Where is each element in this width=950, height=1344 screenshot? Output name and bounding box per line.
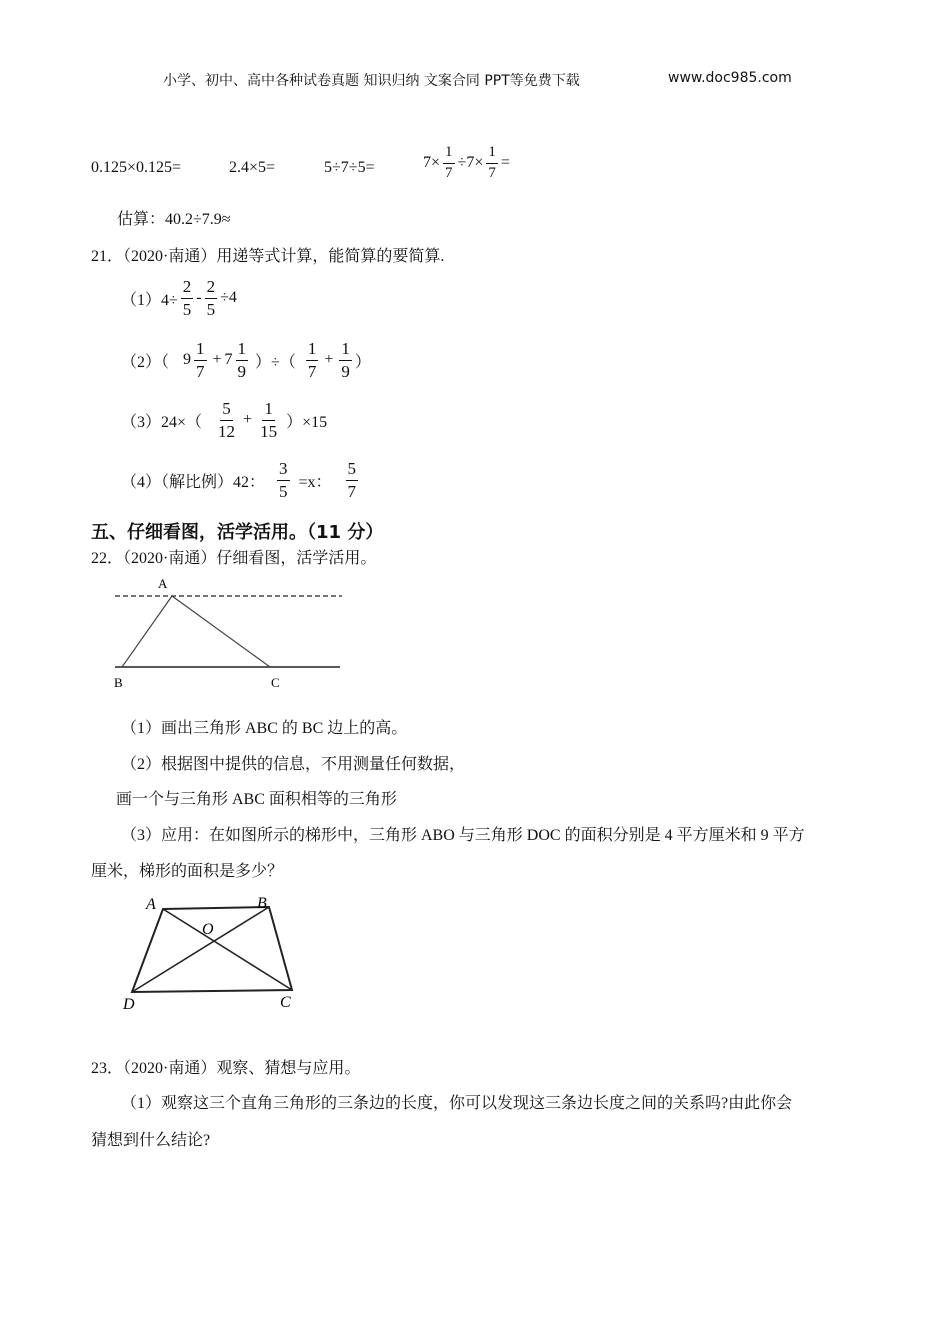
label-a: A bbox=[146, 896, 156, 913]
q21-p4-mid: =x： bbox=[298, 473, 332, 491]
mixed-number bbox=[225, 340, 252, 381]
fraction bbox=[181, 278, 194, 319]
q21-p3-label: （3）24×（ bbox=[121, 413, 203, 431]
mixed-number bbox=[183, 340, 210, 381]
numerator: 2 bbox=[181, 278, 194, 299]
calc-item-2: 2.4×5= bbox=[229, 159, 276, 176]
triangle-side-ac bbox=[172, 596, 270, 667]
numerator: 1 bbox=[194, 340, 207, 361]
denominator: 7 bbox=[488, 164, 496, 181]
header-site-text: 小学、初中、高中各种试卷真题 知识归纳 文案合同 PPT等免费下载 bbox=[163, 73, 580, 89]
numerator: 1 bbox=[262, 400, 275, 421]
numerator: 1 bbox=[443, 145, 455, 164]
q21-part-2 bbox=[121, 340, 371, 381]
fraction bbox=[346, 460, 359, 501]
q22-sub-2b: 画一个与三角形 ABC 面积相等的三角形 bbox=[116, 791, 397, 808]
fraction bbox=[486, 145, 498, 182]
q23-title: 23．（2020·南通）观察、猜想与应用。 bbox=[91, 1060, 361, 1077]
q23-sub-1b: 猜想到什么结论? bbox=[91, 1132, 211, 1149]
q22-sub-3b: 厘米，梯形的面积是多少？ bbox=[91, 863, 284, 880]
q21-p1-tail: ÷4 bbox=[220, 289, 237, 307]
q21-p4-label: （4）（解比例）42： bbox=[121, 473, 266, 491]
label-a: A bbox=[158, 576, 168, 591]
denominator: 5 bbox=[279, 481, 288, 501]
numerator: 1 bbox=[486, 145, 498, 164]
section-5-heading: 五、仔细看图，活学活用。（11 分） bbox=[91, 522, 384, 543]
trapezoid-figure bbox=[115, 890, 305, 1015]
q22-title: 22．（2020·南通）仔细看图，活学活用。 bbox=[91, 550, 377, 567]
q21-part-1 bbox=[121, 278, 237, 319]
q23-sub-1a: （1）观察这三个直角三角形的三条边的长度，你可以发现这三条边长度之间的关系吗?由此你会 bbox=[121, 1095, 793, 1112]
fraction bbox=[306, 340, 319, 381]
calc-item-4-a: 7× bbox=[423, 154, 441, 172]
q21-part-4 bbox=[121, 460, 361, 501]
numerator: 1 bbox=[339, 340, 352, 361]
q21-p2-label: （2）（ bbox=[121, 353, 170, 371]
q21-p3-tail: ）×15 bbox=[286, 413, 328, 431]
label-c: C bbox=[280, 994, 291, 1011]
numerator: 1 bbox=[306, 340, 319, 361]
numerator: 1 bbox=[236, 340, 249, 361]
fraction bbox=[258, 400, 279, 441]
calc-item-4-b: ÷7× bbox=[457, 154, 484, 172]
label-c: C bbox=[271, 675, 280, 690]
denominator: 5 bbox=[182, 299, 192, 319]
q21-title: 21．（2020·南通）用递等式计算，能简算的要简算. bbox=[91, 248, 445, 265]
numerator: 3 bbox=[277, 460, 290, 481]
header-url[interactable]: www.doc985.com bbox=[668, 70, 792, 86]
q22-sub-1: （1）画出三角形 ABC 的 BC 边上的高。 bbox=[121, 720, 408, 737]
q21-p2-mid: ）÷（ bbox=[255, 353, 296, 371]
label-b: B bbox=[257, 895, 267, 912]
fraction bbox=[194, 340, 207, 381]
denominator: 9 bbox=[341, 361, 350, 381]
fraction bbox=[277, 460, 290, 501]
whole: 9 bbox=[183, 351, 192, 369]
denominator: 5 bbox=[206, 299, 216, 319]
operator: + bbox=[324, 351, 334, 369]
calc-item-3: 5÷7÷5= bbox=[324, 159, 375, 176]
operator: - bbox=[196, 289, 202, 307]
q21-p1-label: （1）4÷ bbox=[121, 291, 178, 309]
whole: 7 bbox=[224, 351, 233, 369]
denominator: 7 bbox=[347, 481, 357, 501]
denominator: 9 bbox=[237, 361, 247, 381]
fraction bbox=[216, 400, 237, 441]
numerator: 5 bbox=[220, 400, 233, 421]
fraction bbox=[339, 340, 352, 381]
denominator: 7 bbox=[307, 361, 317, 381]
operator: + bbox=[243, 411, 253, 429]
calc-item-4 bbox=[423, 145, 510, 182]
triangle-side-ab bbox=[122, 596, 172, 667]
denominator: 12 bbox=[218, 421, 236, 441]
calc-item-4-c: = bbox=[500, 154, 510, 172]
q22-sub-3a: （3）应用：在如图所示的梯形中，三角形 ABO 与三角形 DOC 的面积分别是 4 平方厘米和 9 平方 bbox=[121, 827, 805, 844]
fraction bbox=[205, 278, 218, 319]
denominator: 15 bbox=[260, 421, 278, 441]
numerator: 5 bbox=[346, 460, 359, 481]
q21-p2-close: ） bbox=[354, 353, 371, 371]
diagonal-bd bbox=[132, 907, 269, 992]
label-b: B bbox=[114, 675, 123, 690]
q21-part-3 bbox=[121, 400, 327, 441]
fraction bbox=[443, 145, 455, 182]
operator: + bbox=[212, 351, 222, 369]
estimate-line: 估算：40.2÷7.9≈ bbox=[117, 211, 231, 228]
label-d: D bbox=[123, 996, 135, 1013]
triangle-abc-figure bbox=[110, 572, 350, 692]
calc-item-1: 0.125×0.125= bbox=[91, 159, 182, 176]
numerator: 2 bbox=[205, 278, 218, 299]
fraction bbox=[236, 340, 249, 381]
label-o: O bbox=[202, 921, 214, 938]
denominator: 7 bbox=[196, 361, 205, 381]
q22-sub-2: （2）根据图中提供的信息，不用测量任何数据， bbox=[121, 756, 466, 773]
denominator: 7 bbox=[445, 164, 453, 181]
trapezoid-abcd bbox=[132, 907, 292, 992]
